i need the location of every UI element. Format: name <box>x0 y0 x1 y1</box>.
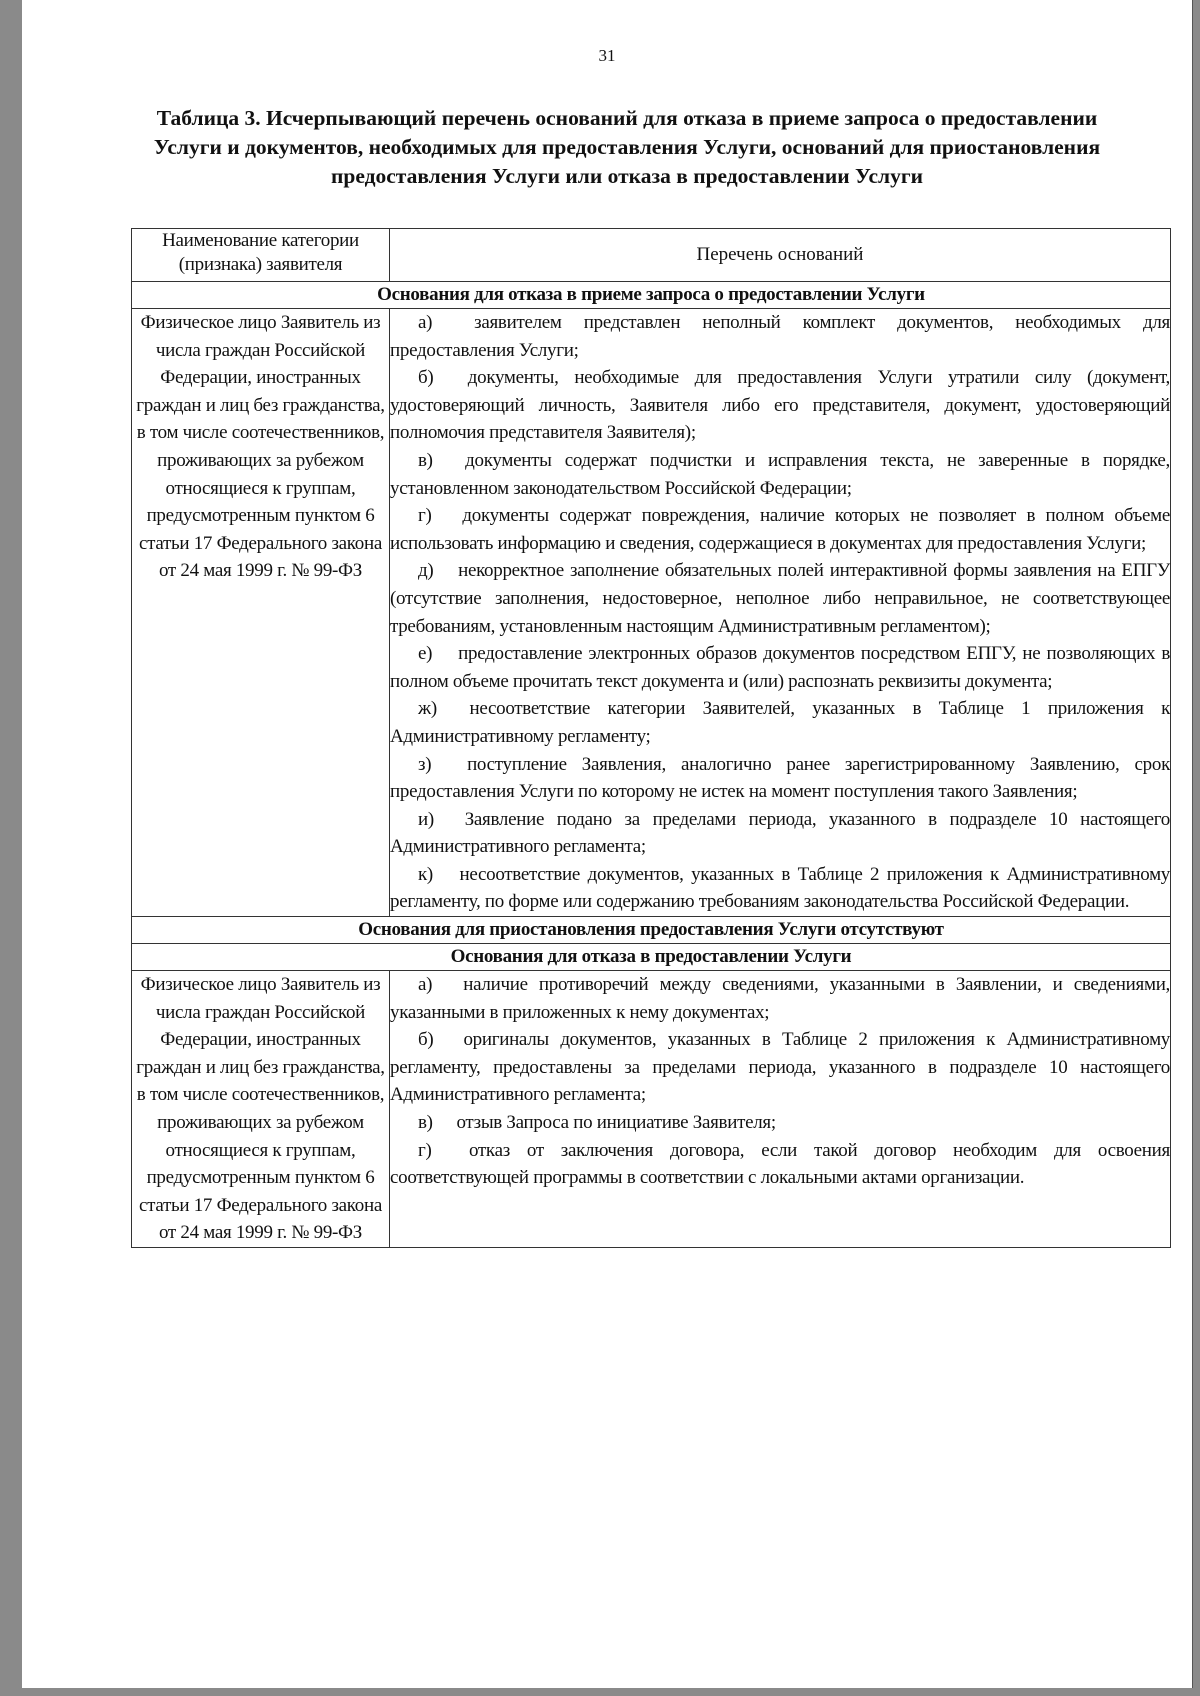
page-number: 31 <box>598 46 616 65</box>
section-row <box>132 944 1171 971</box>
list-item: б) документы, необходимые для предоставления Услуги утратили силу (документ, удостоверяющий личность, Заявителя либо его представителя, документ, удостоверяющий полномочия представителя Заявителя); <box>390 367 1170 444</box>
grounds-table <box>131 228 1171 1248</box>
list-item: к) несоответствие документов, указанных в Таблице 2 приложения к Административному регламенту, по форме или содержанию требованиям законодательства Российской Федерации. <box>390 863 1170 913</box>
section-row <box>132 917 1171 944</box>
list-item: в) документы содержат подчистки и исправления текста, не заверенные в порядке, установленном законодательством Российской Федерации; <box>390 449 1170 499</box>
list-item: ж) несоответствие категории Заявителей, указанных в Таблице 1 приложения к Административному регламенту; <box>390 698 1171 747</box>
list-item: б) оригиналы документов, указанных в Таблице 2 приложения к Административному регламенту, предоставлены за пределами периода, указанного в подразделе 10 настоящего Административного регламента; <box>390 1029 1170 1106</box>
reasons-cell <box>390 309 1171 917</box>
table-header-row <box>132 229 1171 282</box>
section-title-refusal-service: Основания для отказа в предоставлении Услуги <box>132 944 1171 971</box>
section-title-refusal-acceptance: Основания для отказа в приеме запроса о предоставлении Услуги <box>132 282 1171 309</box>
document-page <box>22 0 1193 1688</box>
list-item: г) отказ от заключения договора, если такой договор необходим для освоения соответствующей программы в соответствии с локальными актами организации. <box>390 1139 1170 1189</box>
section-row <box>132 282 1171 309</box>
category-cell: Физическое лицо Заявитель из числа граждан Российской Федерации, иностранных граждан и лиц без гражданства, в том числе соотечественников, проживающих за рубежом относящиеся к группам, предусмотренным пунктом 6 статьи 17 Федерального закона от 24 мая 1999 г. № 99-ФЗ <box>132 309 390 917</box>
header-grounds: Перечень оснований <box>390 229 1171 282</box>
table-row <box>132 971 1171 1248</box>
category-cell: Физическое лицо Заявитель из числа граждан Российской Федерации, иностранных граждан и лиц без гражданства, в том числе соотечественников, проживающих за рубежом относящиеся к группам, предусмотренным пунктом 6 статьи 17 Федерального закона от 24 мая 1999 г. № 99-ФЗ <box>132 971 390 1248</box>
table-title: Таблица 3. Исчерпывающий перечень оснований для отказа в приеме запроса о предоставлении Услуги и документов, необходимых для предоставления Услуги, оснований для приостановления предоставления Услуги или отказа в предоставлении Услуги <box>153 106 1101 188</box>
header-category: Наименование категории (признака) заявителя <box>132 229 390 282</box>
list-item: а) наличие противоречий между сведениями, указанными в Заявлении, и сведениями, указанными в приложенных к нему документах; <box>390 974 1171 1023</box>
reasons-cell <box>390 971 1171 1248</box>
list-item: е) предоставление электронных образов документов посредством ЕПГУ, не позволяющих в полном объеме прочитать текст документа и (или) распознать реквизиты документа; <box>390 643 1171 692</box>
list-item: а) заявителем представлен неполный комплект документов, необходимых для предоставления Услуги; <box>390 312 1170 361</box>
list-item: д) некорректное заполнение обязательных полей интерактивной формы заявления на ЕПГУ (отсутствие заполнения, недостоверное, неполное либо неправильное, не соответствующее требованиям, установленным настоящим Административным регламентом); <box>390 560 1170 637</box>
list-item: з) поступление Заявления, аналогично ранее зарегистрированному Заявлению, срок предоставления Услуги по которому не истек на момент поступления такого Заявления; <box>390 753 1171 803</box>
section-title-suspension: Основания для приостановления предоставления Услуги отсутствуют <box>132 917 1171 944</box>
list-item: в) отзыв Запроса по инициативе Заявителя; <box>418 1112 776 1134</box>
list-item: г) документы содержат повреждения, наличие которых не позволяет в полном объеме использовать информацию и сведения, содержащиеся в документах для предоставления Услуги; <box>390 505 1170 554</box>
table-row <box>132 309 1171 917</box>
list-item: и) Заявление подано за пределами периода, указанного в подразделе 10 настоящего Административного регламента; <box>390 808 1170 858</box>
